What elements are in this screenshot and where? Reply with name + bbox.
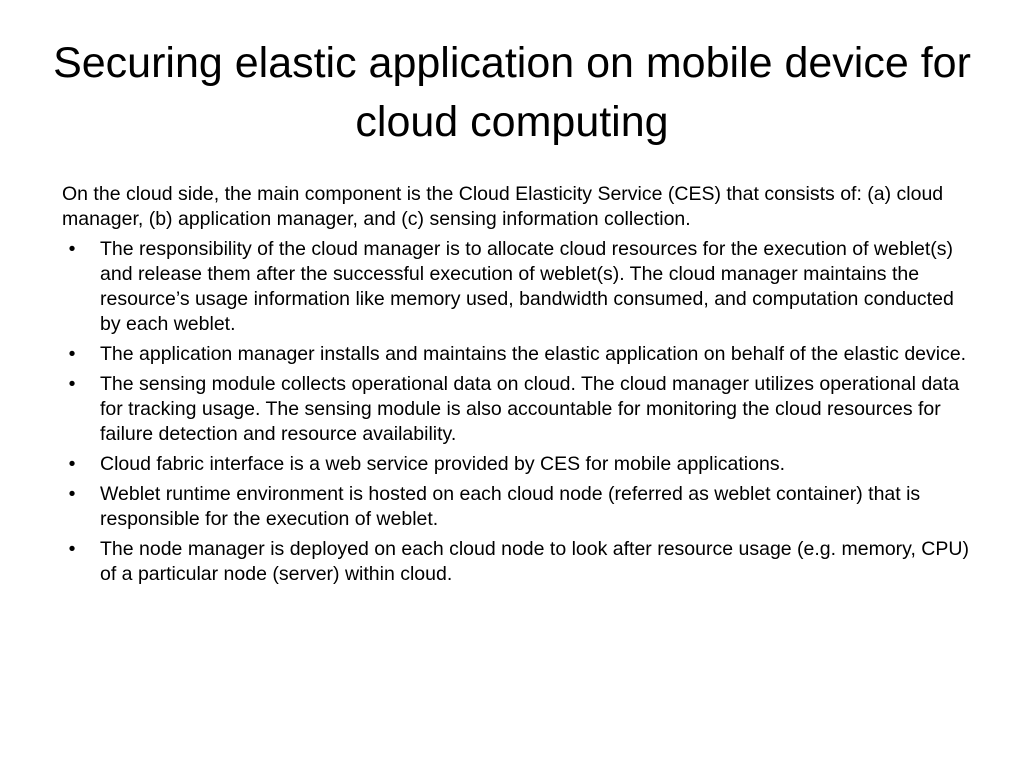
bullet-text: The responsibility of the cloud manager is to allocate cloud resources for the execution of weblet(s) and release them after the successful execution of weblet(s). The cloud manager maintains the resource’s usage information like memory used, bandwidth consumed, and computation conducted by each weblet. [100, 238, 954, 335]
bullet-icon: • [68, 453, 76, 475]
bullet-item [62, 372, 974, 447]
bullet-item [62, 537, 974, 587]
bullet-item [62, 342, 974, 367]
slide-title: Securing elastic application on mobile device for cloud computing [53, 39, 971, 146]
bullet-list [62, 237, 974, 587]
bullet-item [62, 482, 974, 532]
bullet-icon: • [68, 238, 76, 260]
bullet-icon: • [68, 373, 76, 395]
bullet-text: Weblet runtime environment is hosted on each cloud node (referred as weblet container) that is responsible for the execution of weblet. [100, 483, 921, 530]
bullet-text: The node manager is deployed on each cloud node to look after resource usage (e.g. memory, CPU) of a particular node (server) within cloud. [100, 538, 969, 585]
bullet-icon: • [68, 538, 76, 560]
bullet-text: The sensing module collects operational data on cloud. The cloud manager utilizes operational data for tracking usage. The sensing module is also accountable for monitoring the cloud resources for failure detection and resource availability. [100, 373, 960, 445]
bullet-text: The application manager installs and maintains the elastic application on behalf of the elastic device. [100, 343, 967, 365]
slide-body [62, 182, 974, 592]
bullet-item [62, 452, 974, 477]
bullet-icon: • [68, 343, 76, 365]
bullet-icon: • [68, 483, 76, 505]
bullet-text: Cloud fabric interface is a web service provided by CES for mobile applications. [100, 453, 785, 475]
bullet-item [62, 237, 974, 337]
intro-paragraph: On the cloud side, the main component is the Cloud Elasticity Service (CES) that consists of: (a) cloud manager, (b) application manager, and (c) sensing information collection. [62, 183, 944, 230]
